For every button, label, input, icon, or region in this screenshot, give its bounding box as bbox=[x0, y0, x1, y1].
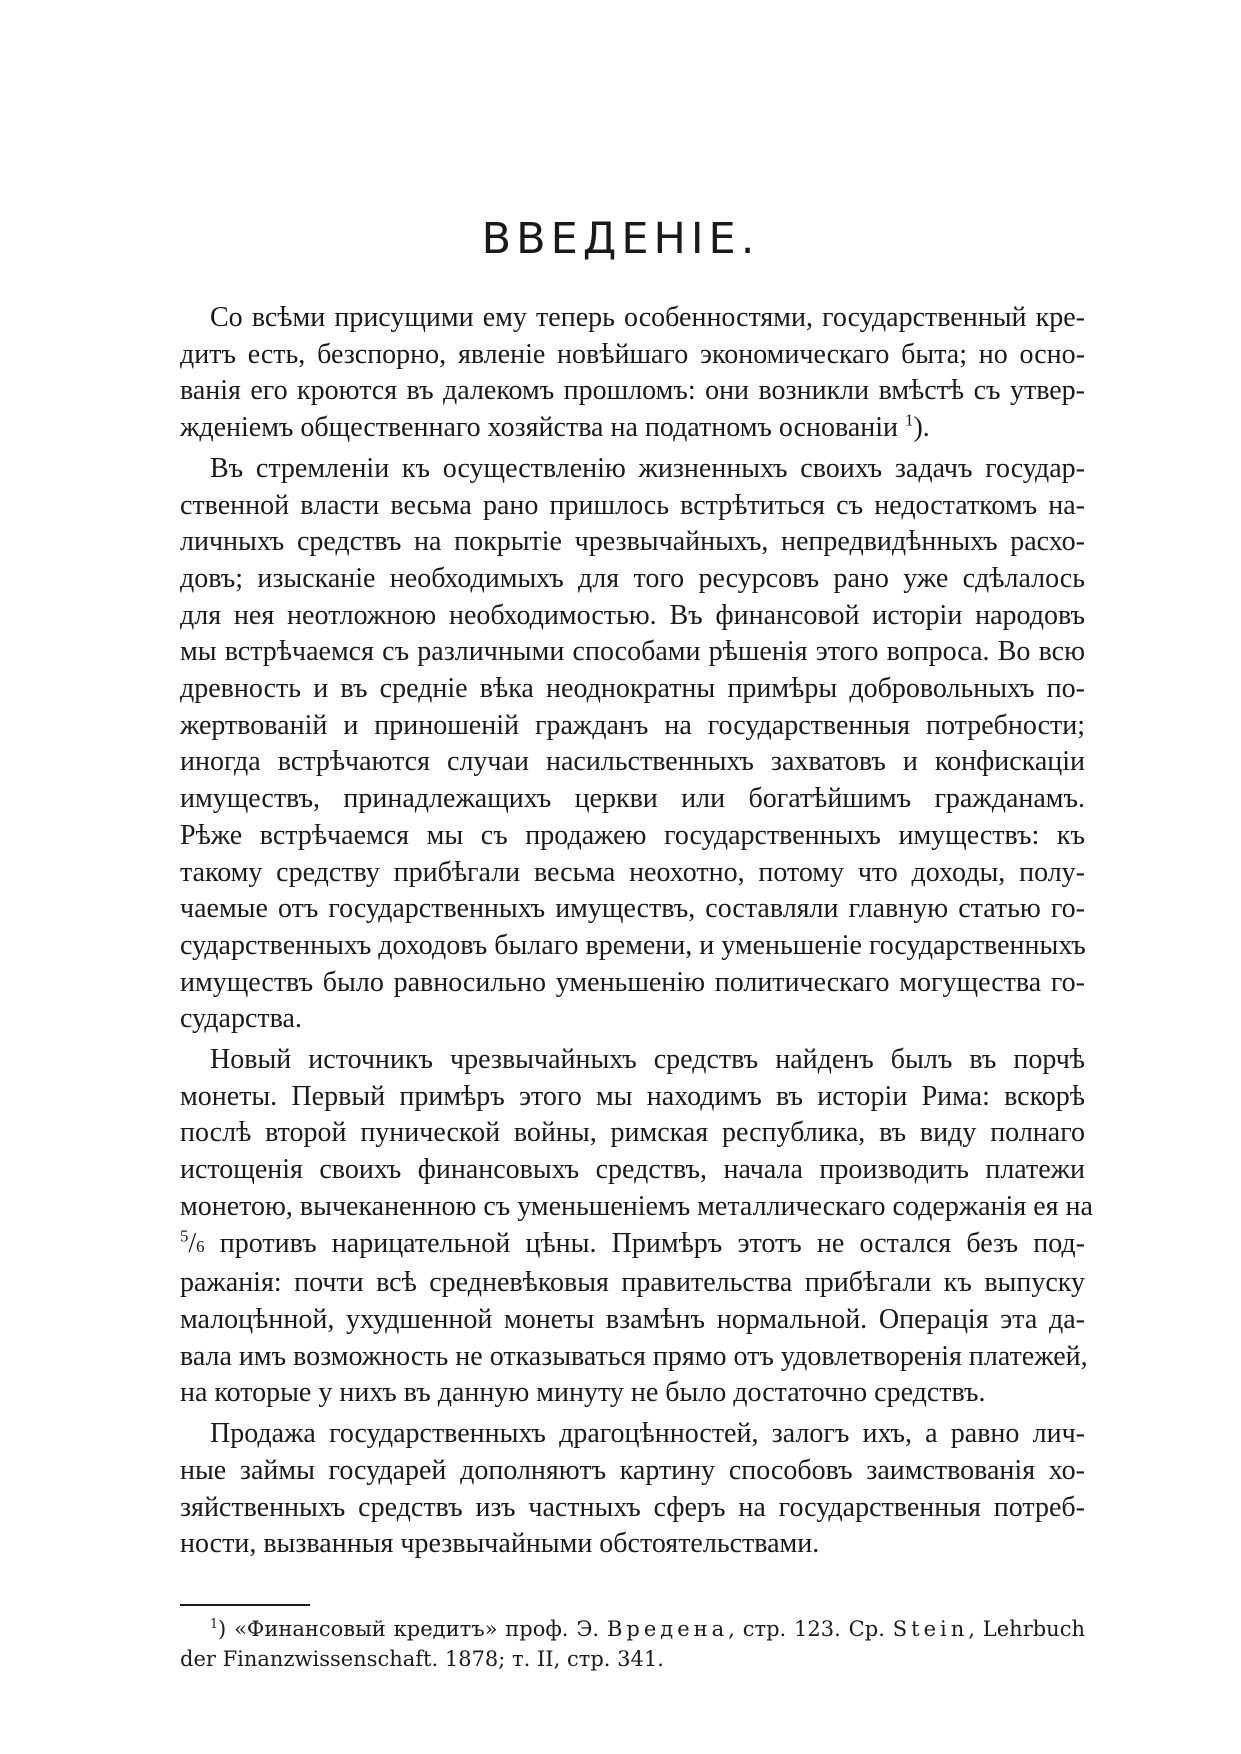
text-line: монеты. Первый примѣръ этого мы находимъ въ исторіи Рима: вскорѣ bbox=[180, 1080, 1085, 1112]
text-line: Рѣже встрѣчаемся мы съ продажею государственныхъ имуществъ: къ bbox=[180, 819, 1085, 851]
text-line: мы встрѣчаемся съ различными способами рѣшенія этого вопроса. Во всю bbox=[180, 636, 1085, 668]
fraction-denominator: 6 bbox=[196, 1236, 205, 1256]
text-line: Со всѣми присущими ему теперь особенностями, государственный кре- bbox=[210, 302, 1085, 333]
text-line: истощенія своихъ финансовыхъ средствъ, начала производить платежи bbox=[180, 1154, 1085, 1186]
text-line: монетою, вычеканенною съ уменьшеніемъ металлическаго содержанія ея на bbox=[180, 1190, 1093, 1222]
footnote-ref-marker[interactable]: 1 bbox=[905, 410, 914, 430]
text-line: зяйственныхъ средствъ изъ частныхъ сферъ на государственныя потреб- bbox=[180, 1491, 1085, 1523]
footnote bbox=[180, 1614, 1085, 1674]
text-line: древность и въ средніе вѣка неоднократны примѣры добровольныхъ по- bbox=[180, 673, 1085, 705]
footnote-line: der Finanzwissenschaft. 1878; т. II, стр. 341. bbox=[180, 1647, 664, 1671]
page-title: ВВЕДЕНІЕ. bbox=[481, 214, 760, 264]
text-line: Въ стремленіи къ осуществленію жизненныхъ своихъ задачъ государ- bbox=[210, 452, 1085, 484]
footnote-author: Вредена bbox=[606, 1617, 729, 1641]
text-line: дитъ есть, безспорно, явленіе новѣйшаго экономическаго быта; но осно- bbox=[180, 338, 1085, 370]
text-line: противъ нарицательной цѣны. Примѣръ этотъ не остался безъ под- bbox=[219, 1227, 1086, 1259]
footnote-line bbox=[180, 1614, 1085, 1644]
text-line: ности, вызванныя чрезвычайными обстоятельствами. bbox=[180, 1528, 820, 1560]
text-line: иногда встрѣчаются случаи насильственныхъ захватовъ и конфискаціи bbox=[180, 746, 1085, 778]
footnote-divider bbox=[180, 1604, 310, 1606]
text-line: довъ; изысканіе необходимыхъ для того ресурсовъ рано уже сдѣлалось bbox=[180, 562, 1085, 594]
text-line: такому средству прибѣгали весьма неохотно, потому что доходы, полу- bbox=[180, 856, 1085, 888]
text-line-with-footnote-ref bbox=[180, 410, 1085, 447]
paragraph-2 bbox=[180, 451, 1085, 1038]
text-line: вала имъ возможность не отказываться прямо отъ удовлетворенія платежей, bbox=[180, 1340, 1088, 1372]
text-line: ражанія: почти всѣ средневѣковыя правительства прибѣгали къ выпуску bbox=[180, 1267, 1085, 1299]
text-line: жертвованій и приношеній гражданъ на государственныя потребности; bbox=[180, 709, 1085, 741]
text-line: личныхъ средствъ на покрытіе чрезвычайныхъ, непредвидѣнныхъ расхо- bbox=[180, 526, 1085, 558]
text-line: ные займы государей дополняютъ картину способовъ заимствованія хо- bbox=[180, 1454, 1085, 1486]
paragraph-1 bbox=[180, 300, 1085, 447]
text-line: ванія его кроются въ далекомъ прошломъ: они возникли вмѣстѣ съ утвер- bbox=[180, 375, 1085, 407]
footnote-text: , Lehrbuch bbox=[968, 1617, 1085, 1641]
text-line: имуществъ, принадлежащихъ церкви или богатѣйшимъ гражданамъ. bbox=[180, 783, 1085, 815]
text-line: сударства. bbox=[180, 1003, 302, 1035]
text-line: малоцѣнной, ухудшенной монеты взамѣнъ нормальной. Операція эта да- bbox=[180, 1303, 1085, 1335]
text-line-tail: ). bbox=[913, 412, 930, 444]
body-text bbox=[180, 300, 1093, 1567]
text-line: Новый источникъ чрезвычайныхъ средствъ найденъ былъ въ порчѣ bbox=[210, 1044, 1085, 1076]
footnote-number: 1 bbox=[210, 1616, 219, 1631]
text-line: послѣ второй пунической войны, римская республика, въ виду полнаго bbox=[180, 1117, 1085, 1149]
text-line: имуществъ было равносильно уменьшенію политическаго могущества го- bbox=[180, 966, 1085, 998]
footnote-text: , стр. 123. Cp. bbox=[728, 1617, 885, 1641]
text-line: чаемые отъ государственныхъ имуществъ, составляли главную статью го- bbox=[180, 893, 1085, 925]
text-line: жденіемъ общественнаго хозяйства на податномъ основаніи bbox=[180, 412, 899, 444]
text-line: ственной власти весьма рано пришлось встрѣтиться съ недостаткомъ на- bbox=[180, 489, 1085, 521]
fraction-numerator: 5 bbox=[180, 1226, 189, 1246]
text-line: для нея неотложною необходимостью. Въ финансовой исторіи народовъ bbox=[180, 599, 1085, 631]
paragraph-4 bbox=[180, 1416, 1085, 1563]
footnote-text: ) «Финансовый кредитъ» проф. Э. bbox=[218, 1617, 600, 1641]
text-line: на которые у нихъ въ данную минуту не было достаточно средствъ. bbox=[180, 1377, 986, 1409]
text-line: сударственныхъ доходовъ былаго времени, и уменьшеніе государственныхъ bbox=[180, 929, 1086, 961]
text-line: Продажа государственныхъ драгоцѣнностей, залогъ ихъ, а равно лич- bbox=[210, 1418, 1085, 1450]
paragraph-3 bbox=[180, 1042, 1093, 1412]
text-line-with-fraction: $^5$/6 противъ нарицательной цѣны. Примѣръ этотъ не остался безъ под- bbox=[180, 1226, 1086, 1259]
footnote-author: Stein bbox=[892, 1617, 969, 1641]
